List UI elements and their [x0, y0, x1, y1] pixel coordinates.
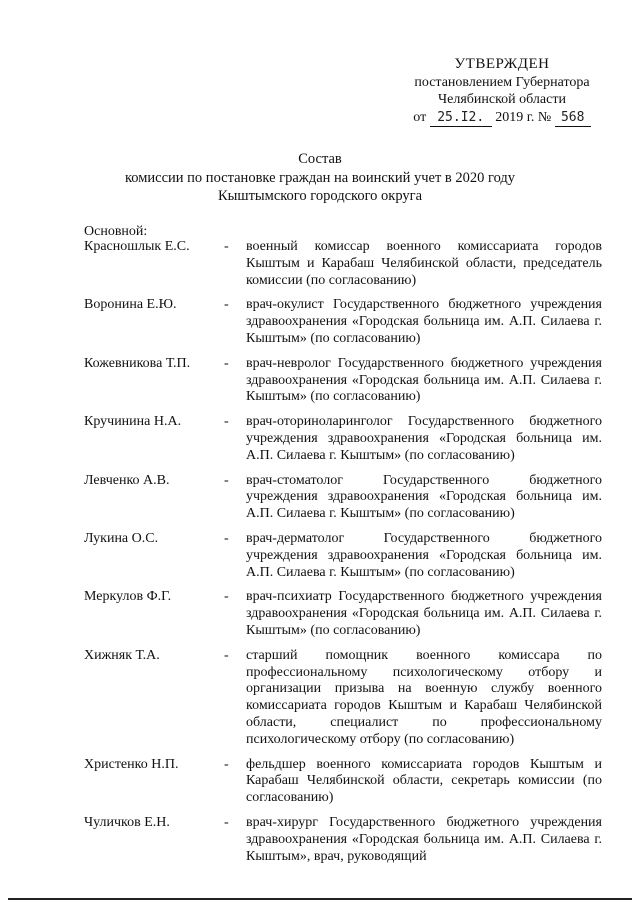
- member-name: Красношлык Е.С.: [84, 239, 190, 254]
- member-description: военный комиссар военного комиссариата городов Кыштым и Карабаш Челябинской области, председатель комиссии (по согласованию): [246, 239, 602, 288]
- member-row: [84, 414, 602, 464]
- heading-line-3: Кыштымского городского округа: [217, 188, 423, 204]
- member-dash: -: [224, 297, 229, 313]
- member-name: Кручинина Н.А.: [84, 414, 182, 430]
- approval-date: 25.I2.: [430, 109, 492, 128]
- document-heading: [0, 150, 640, 206]
- member-description: врач-хирург Государственного бюджетного учреждения здравоохранения «Городская больница им. А.П. Силаева г. Кыштым», врач, руководящий: [246, 814, 602, 864]
- approval-title: УТВЕРЖДЕН: [454, 56, 550, 72]
- member-row: [84, 473, 602, 523]
- member-row: [84, 648, 602, 749]
- approval-block: [392, 56, 612, 127]
- member-name: Меркулов Ф.Г.: [84, 589, 172, 605]
- member-description: врач-стоматолог Государственного бюджетного учреждения здравоохранения «Городская больница им. А.П. Силаева г. Кыштым» (по согласованию): [246, 472, 602, 522]
- member-name: Лукина О.С.: [84, 530, 159, 546]
- member-name: Левченко А.В.: [84, 472, 170, 488]
- member-dash: -: [224, 589, 229, 605]
- member-row: [84, 815, 602, 865]
- approval-date-line: [392, 109, 612, 128]
- member-description: врач-невролог Государственного бюджетного учреждения здравоохранения «Городская больница им. А.П. Силаева г. Кыштым» (по согласованию): [246, 355, 602, 405]
- member-name: Кожевникова Т.П.: [84, 355, 191, 371]
- member-description: врач-окулист Государственного бюджетного учреждения здравоохранения «Городская больница им. А.П. Силаева г. Кыштым» (по согласованию): [246, 297, 602, 346]
- member-row: [84, 297, 602, 347]
- member-name: Чуличков Е.Н.: [84, 814, 170, 830]
- member-dash: -: [224, 355, 229, 371]
- member-description: врач-дерматолог Государственного бюджетного учреждения здравоохранения «Городская больница им. А.П. Силаева г. Кыштым» (по согласованию): [246, 530, 602, 580]
- approval-line-1: постановлением Губернатора: [414, 74, 590, 90]
- member-row: [84, 589, 602, 639]
- member-row: [84, 531, 602, 581]
- member-dash: -: [224, 530, 229, 546]
- heading-line-2: комиссии по постановке граждан на воинский учет в 2020 году: [124, 169, 516, 186]
- approval-prefix: от: [413, 109, 427, 125]
- member-description: врач-оториноларинголог Государственного бюджетного учреждения здравоохранения «Городская больница им. А.П. Силаева г. Кыштым» (по согласованию): [246, 414, 602, 463]
- approval-year: 2019 г. №: [495, 109, 552, 125]
- page-bottom-rule: [8, 898, 632, 900]
- member-description: фельдшер военного комиссариата городов Кыштым и Карабаш Челябинской области, секретарь комиссии (по согласованию): [246, 756, 602, 806]
- section-label: Основной:: [84, 224, 148, 239]
- member-dash: -: [224, 414, 229, 430]
- member-description: врач-психиатр Государственного бюджетного учреждения здравоохранения «Городская больница им. А.П. Силаева г. Кыштым» (по согласованию): [246, 589, 602, 638]
- member-dash: -: [224, 647, 229, 663]
- member-dash: -: [224, 239, 229, 254]
- member-name: Хижняк Т.А.: [84, 647, 160, 663]
- heading-line-1: Состав: [298, 151, 342, 167]
- member-name: Воронина Е.Ю.: [84, 297, 177, 313]
- member-dash: -: [224, 814, 229, 830]
- member-dash: -: [224, 472, 229, 488]
- member-description: старший помощник военного комиссара по профессиональному психологическому отбору и организации призыва на военную службу военного комиссариата городов Кыштым и Карабаш Челябинской области, специалист по профессиональному психологическому отбору (по согласованию): [246, 647, 602, 747]
- member-row: [84, 356, 602, 406]
- approval-number: 568: [555, 109, 591, 128]
- approval-line-2: Челябинской области: [438, 92, 566, 107]
- member-list: [84, 239, 602, 873]
- member-dash: -: [224, 756, 229, 772]
- member-row: [84, 757, 602, 807]
- member-name: Христенко Н.П.: [84, 756, 179, 772]
- member-row: [84, 239, 602, 289]
